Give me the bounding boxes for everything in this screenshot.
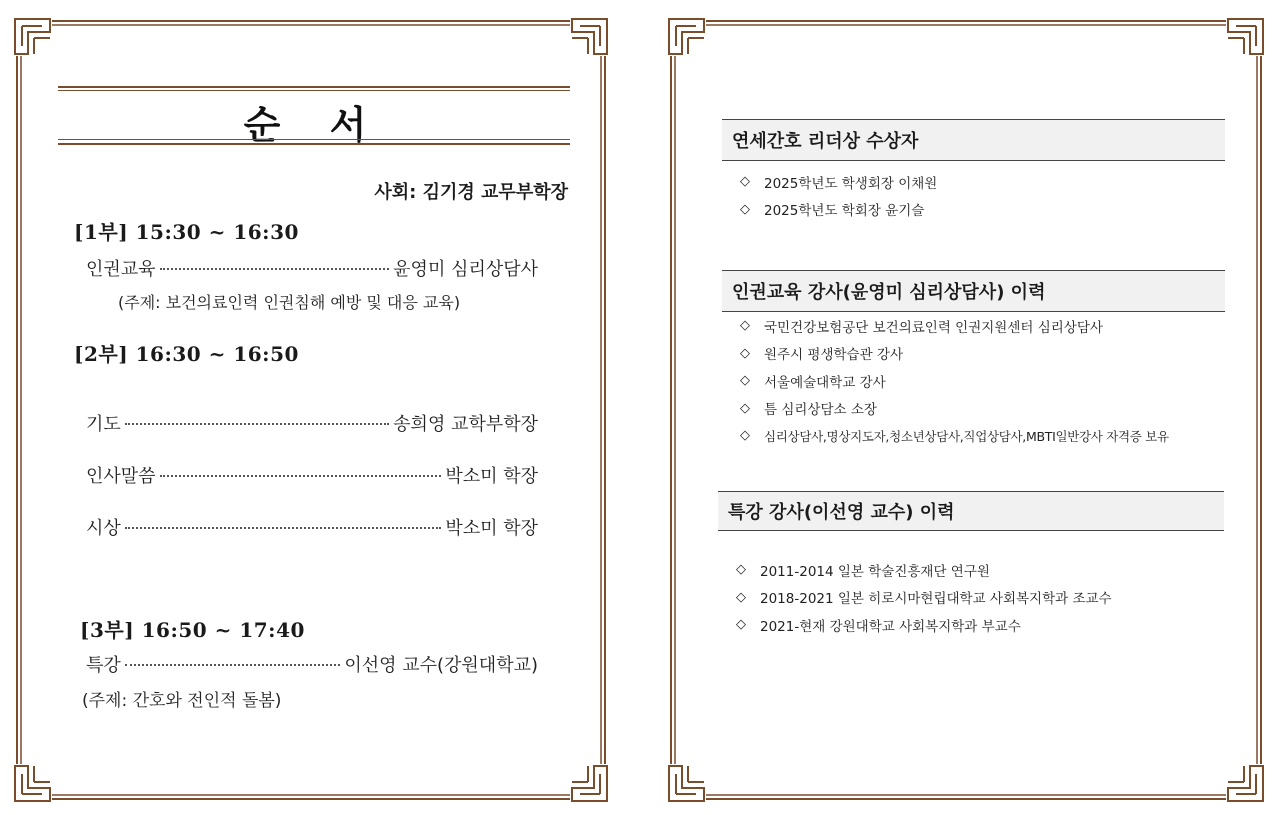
page-title: 순 서 bbox=[243, 103, 385, 147]
list-item: ◇ 2018-2021 일본 히로시마현립대학교 사회복지학과 조교수 bbox=[736, 589, 1112, 608]
leader-dots bbox=[125, 423, 389, 425]
part2-item-award bbox=[86, 514, 538, 540]
title-top-rule-thin bbox=[58, 90, 570, 91]
list-item: ◇ 2025학년도 학생회장 이채원 bbox=[740, 174, 938, 192]
part2-item-value: 송희영 교학부학장 bbox=[393, 414, 538, 435]
list-item: ◇ 2011-2014 일본 학술진흥재단 연구원 bbox=[736, 562, 990, 580]
leader-dots bbox=[125, 664, 341, 666]
list-item: ◇ 원주시 평생학습관 강사 bbox=[740, 345, 903, 364]
part2-item-label: 시상 bbox=[86, 518, 121, 539]
part2-item-greeting bbox=[86, 462, 538, 488]
leader-dots bbox=[125, 527, 442, 529]
list-item: ◇ 2021-현재 강원대학교 사회복지학과 부교수 bbox=[736, 617, 1021, 635]
diamond-bullet-icon: ◇ bbox=[740, 428, 750, 444]
award-list bbox=[740, 168, 937, 223]
special-lecturer-list bbox=[736, 556, 1112, 639]
part2-item-label: 기도 bbox=[86, 414, 121, 435]
leader-dots bbox=[160, 268, 390, 270]
list-item: ◇ 국민건강보험공단 보건의료인력 인권지원센터 심리상담사 bbox=[740, 318, 1103, 336]
part3-item-value: 이선영 교수(강원대학교) bbox=[344, 655, 538, 676]
human-rights-lecturer-list bbox=[740, 312, 1169, 450]
part2-item-label: 인사말씀 bbox=[86, 466, 156, 487]
program-panel bbox=[14, 18, 608, 802]
part1-item-label: 인권교육 bbox=[86, 259, 156, 280]
title-bottom-rule bbox=[58, 143, 570, 145]
part3-item-label: 특강 bbox=[86, 655, 121, 676]
list-item: ◇ 2025학년도 학회장 윤기슬 bbox=[740, 201, 925, 220]
part3-item bbox=[86, 651, 538, 677]
host-label: 사회: 김기경 교무부학장 bbox=[374, 182, 568, 203]
profiles-panel bbox=[668, 18, 1264, 802]
title-top-rule bbox=[58, 86, 570, 88]
diamond-bullet-icon: ◇ bbox=[740, 318, 750, 334]
list-item: ◇ 틈 심리상담소 소장 bbox=[740, 400, 877, 419]
diamond-bullet-icon: ◇ bbox=[740, 400, 750, 416]
diamond-bullet-icon: ◇ bbox=[740, 345, 750, 361]
list-item: ◇ 서울예술대학교 강사 bbox=[740, 373, 886, 391]
section-heading-award: 연세간호 리더상 수상자 bbox=[722, 119, 1225, 161]
part1-item bbox=[86, 255, 538, 281]
part2-item-prayer bbox=[86, 410, 538, 436]
part2-item-value: 박소미 학장 bbox=[445, 518, 538, 539]
diamond-bullet-icon: ◇ bbox=[740, 174, 750, 190]
diamond-bullet-icon: ◇ bbox=[740, 373, 750, 389]
part2-heading: [2부] 16:30 ~ 16:50 bbox=[74, 342, 299, 366]
section-heading-special-lecturer: 특강 강사(이선영 교수) 이력 bbox=[718, 491, 1224, 531]
part3-topic: (주제: 간호와 전인적 돌봄) bbox=[82, 691, 282, 711]
title-bottom-rule-thin bbox=[58, 139, 570, 140]
part2-item-value: 박소미 학장 bbox=[445, 466, 538, 487]
part3-heading: [3부] 16:50 ~ 17:40 bbox=[80, 618, 305, 642]
list-item: ◇ 심리상담사,명상지도자,청소년상담사,직업상담사,MBTI일반강사 자격증 보유 bbox=[740, 428, 1169, 444]
section-heading-human-rights-lecturer: 인권교육 강사(윤영미 심리상담사) 이력 bbox=[722, 270, 1225, 312]
part1-heading: [1부] 15:30 ~ 16:30 bbox=[74, 220, 299, 244]
part1-item-value: 윤영미 심리상담사 bbox=[393, 259, 538, 280]
diamond-bullet-icon: ◇ bbox=[736, 562, 746, 578]
diamond-bullet-icon: ◇ bbox=[740, 201, 750, 217]
diamond-bullet-icon: ◇ bbox=[736, 589, 746, 605]
part1-topic: (주제: 보건의료인력 인권침해 예방 및 대응 교육) bbox=[118, 293, 461, 312]
diamond-bullet-icon: ◇ bbox=[736, 617, 746, 633]
leader-dots bbox=[160, 475, 442, 477]
